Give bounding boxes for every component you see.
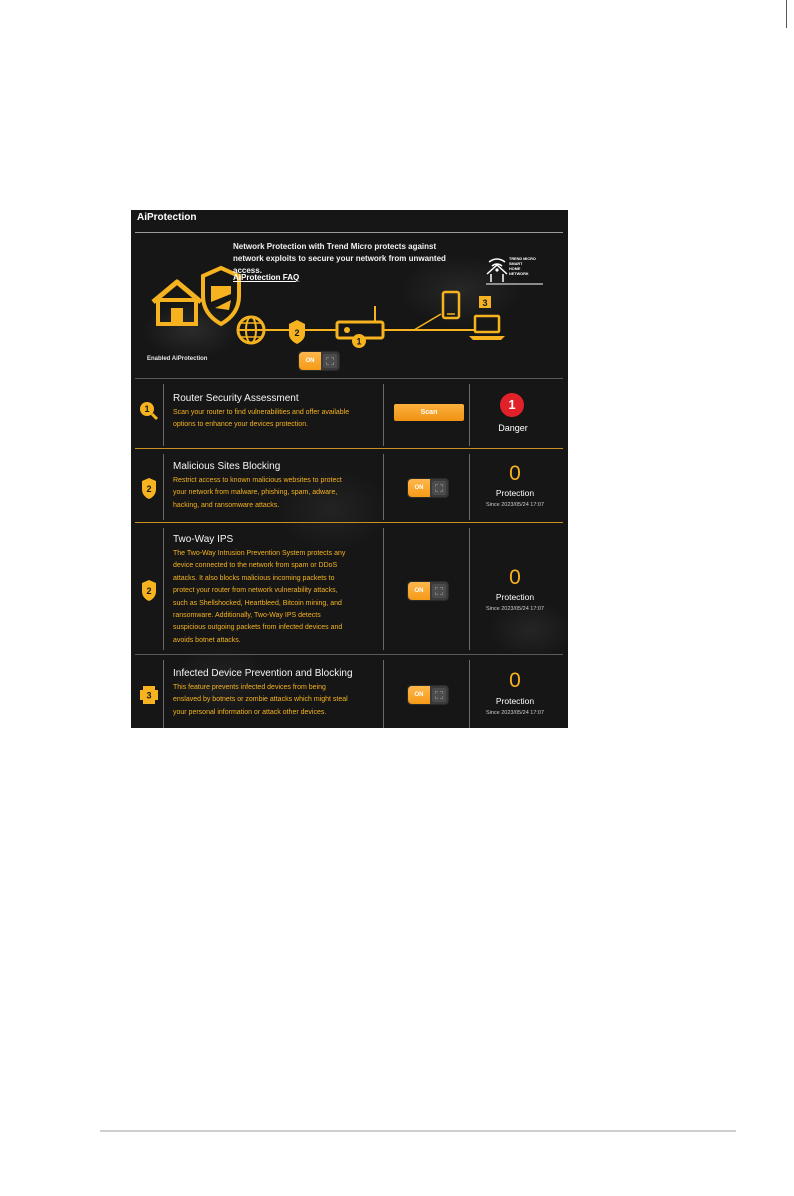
feature-description: The Two-Way Intrusion Prevention System protects any device connected to the network from spam or DDoS attacks. It also blocks malicious incoming packets to protect your router from network vulnerability attacks, such as Shellshocked, Heartbleed, Bitcoin mining, and ransomware. Additionally, Two-Way IPS detects suspicious outgoing packets from infected devices and avoids botnet attacks. <box>173 550 346 644</box>
row-divider <box>135 448 563 449</box>
toggle-knob <box>432 584 446 598</box>
svg-text:2: 2 <box>146 586 152 596</box>
title-divider <box>135 232 563 233</box>
shield-badge-2-icon <box>289 320 305 344</box>
magnifier-badge-icon <box>139 400 159 422</box>
row-vline <box>383 528 384 650</box>
row-vline <box>469 384 470 446</box>
laptop-icon <box>469 296 505 340</box>
row-vline <box>383 384 384 446</box>
toggle-on-label: ON <box>408 479 430 497</box>
phone-icon <box>443 292 459 318</box>
row-vline <box>163 528 164 650</box>
toggle-on-label: ON <box>299 352 321 370</box>
protection-count: 0 <box>509 462 521 485</box>
trend-micro-logo <box>486 257 543 284</box>
feature-description: Scan your router to find vulnerabilities and offer available options to enhance your devices protection. <box>173 409 350 429</box>
feature-title: Two-Way IPS <box>173 534 234 545</box>
protection-since: Since 2023/05/24 17:07 <box>485 502 545 508</box>
home-shield-icon <box>153 268 239 324</box>
enable-aiprotection-toggle[interactable] <box>298 351 340 371</box>
enable-aiprotection-label: Enabled AiProtection <box>147 356 208 362</box>
scan-button[interactable]: Scan <box>394 404 464 421</box>
svg-text:3: 3 <box>146 690 152 701</box>
feature-title: Infected Device Prevention and Blocking <box>173 668 353 679</box>
two-way-ips-toggle[interactable] <box>407 581 449 601</box>
danger-count-badge: 1 <box>500 393 524 417</box>
svg-text:1: 1 <box>144 404 150 414</box>
toggle-on-label: ON <box>408 582 430 600</box>
row-divider <box>135 522 563 523</box>
protection-since: Since 2023/05/24 17:07 <box>485 606 545 612</box>
svg-text:HOME: HOME <box>509 267 521 271</box>
row-vline <box>383 454 384 520</box>
shield-badge-icon <box>139 478 159 500</box>
shield-badge-icon <box>139 580 159 602</box>
panel-title: AiProtection <box>137 212 197 223</box>
protection-label: Protection <box>495 488 535 498</box>
toggle-knob <box>323 354 337 368</box>
danger-label: Danger <box>498 423 528 433</box>
intro-text: Network Protection with Trend Micro protects against network exploits to secure your network from unwanted access. <box>233 242 446 275</box>
row-vline <box>163 454 164 520</box>
toggle-knob <box>432 688 446 702</box>
protection-since: Since 2023/05/24 17:07 <box>485 710 545 716</box>
svg-text:2: 2 <box>146 484 152 494</box>
row-vline <box>163 384 164 446</box>
faq-link[interactable]: AiProtection FAQ <box>233 273 300 282</box>
svg-text:3: 3 <box>482 298 488 308</box>
feature-title: Router Security Assessment <box>173 393 299 404</box>
feature-description: Restrict access to known malicious websites to protect your network from malware, phishing, spam, adware, hacking, and ransomware attacks. <box>173 477 342 509</box>
row-divider <box>135 378 563 379</box>
toggle-on-label: ON <box>408 686 430 704</box>
router-icon <box>337 306 383 348</box>
row-vline <box>383 660 384 728</box>
protection-label: Protection <box>495 696 535 706</box>
svg-text:1: 1 <box>356 336 362 347</box>
svg-text:2: 2 <box>294 328 300 338</box>
toggle-knob <box>432 481 446 495</box>
row-divider <box>135 654 563 655</box>
svg-text:NETWORK: NETWORK <box>509 272 529 276</box>
aiprotection-panel <box>131 210 568 728</box>
infected-device-toggle[interactable] <box>407 685 449 705</box>
footer-rule <box>100 1130 736 1132</box>
feature-description: This feature prevents infected devices from being enslaved by botnets or zombie attacks which might steal your personal information or attack other devices. <box>173 684 348 716</box>
row-vline <box>163 660 164 728</box>
feature-title: Malicious Sites Blocking <box>173 461 281 472</box>
protection-count: 0 <box>509 566 521 589</box>
globe-icon <box>238 317 264 343</box>
malicious-sites-toggle[interactable] <box>407 478 449 498</box>
svg-text:TREND MICRO: TREND MICRO <box>509 257 536 261</box>
svg-text:SMART: SMART <box>509 262 523 266</box>
page-edge-rule <box>786 0 787 28</box>
protection-count: 0 <box>509 669 521 692</box>
device-badge-icon <box>139 684 159 706</box>
protection-label: Protection <box>495 592 535 602</box>
